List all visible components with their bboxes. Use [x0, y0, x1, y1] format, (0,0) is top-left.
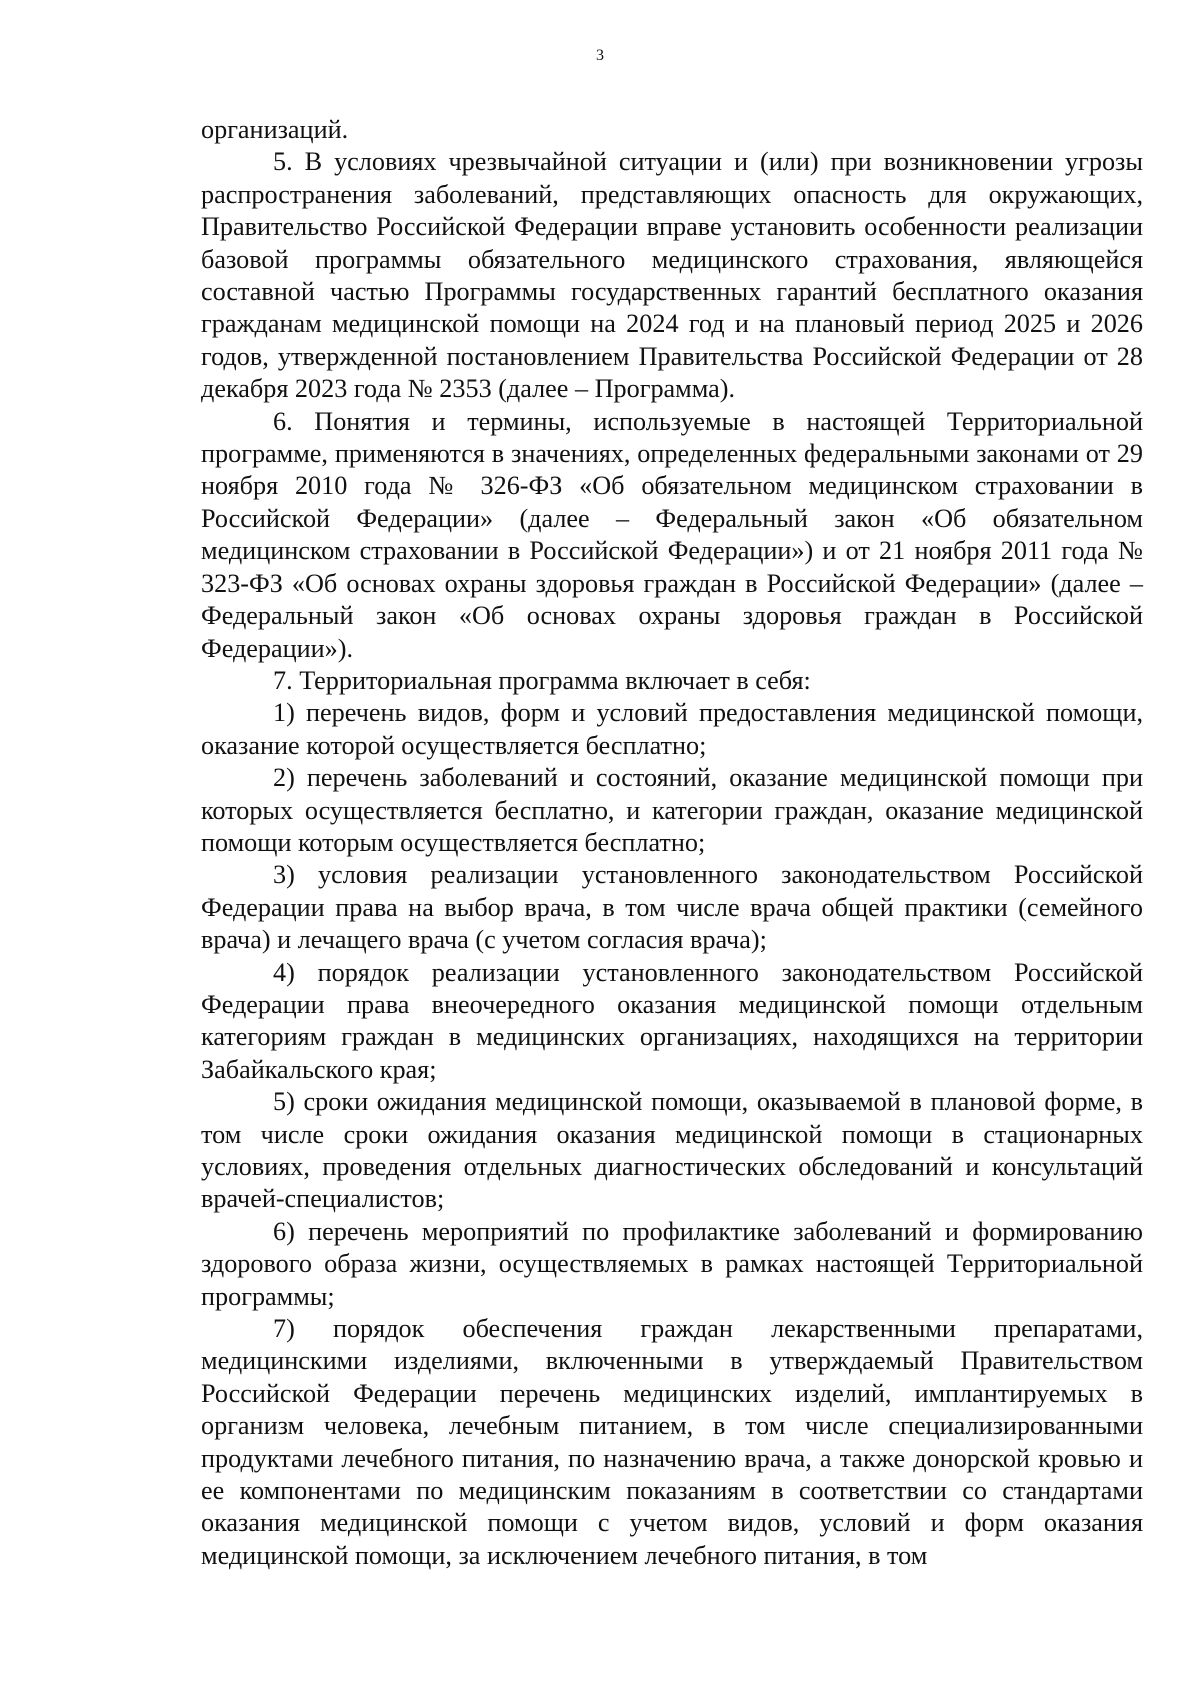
- list-item-7: 7) порядок обеспечения граждан лекарственными препаратами, медицинскими изделиями, включенными в утверждаемый Правительством Российской Федерации перечень медицинских изделий, имплантируемых в организм человека, лечебным питанием, в том числе специализированными продуктами лечебного питания, по назначению врача, а также донорской кровью и ее компонентами по медицинским показаниям в соответствии со стандартами оказания медицинской помощи с учетом видов, условий и форм оказания медицинской помощи, за исключением лечебного питания, в том: [201, 1314, 1143, 1570]
- list-item-1: 1) перечень видов, форм и условий предоставления медицинской помощи, оказание которой осуществляется бесплатно;: [201, 698, 1143, 760]
- list-item-5: 5) сроки ожидания медицинской помощи, оказываемой в плановой форме, в том числе сроки ожидания оказания медицинской помощи в стационарных условиях, проведения отдельных диагностических обследований и консультаций врачей-специалистов;: [201, 1087, 1143, 1214]
- list-item-6: 6) перечень мероприятий по профилактике заболеваний и формированию здорового образа жизни, осуществляемых в рамках настоящей Территориальной программы;: [201, 1216, 1143, 1311]
- list-item-2: 2) перечень заболеваний и состояний, оказание медицинской помощи при которых осуществляется бесплатно, и категории граждан, оказание медицинской помощи которым осуществляется бесплатно;: [201, 763, 1143, 857]
- paragraph-item-7: 7. Территориальная программа включает в себя:: [273, 665, 811, 695]
- paragraph-item-6: 6. Понятия и термины, используемые в настоящей Территориальной программе, применяются в значениях, определенных федеральными законами от 29 ноября 2010 года № 326-ФЗ «Об обязательном медицинском страховании в Российской Федерации» (далее – Федеральный закон «Об обязательном медицинском страховании в Российской Федерации») и от 21 ноября 2011 года № 323-ФЗ «Об основах охраны здоровья граждан в Российской Федерации» (далее – Федеральный закон «Об основах охраны здоровья граждан в Российской Федерации»).: [201, 406, 1143, 663]
- paragraph-continuation: организаций.: [201, 115, 349, 144]
- list-item-4: 4) порядок реализации установленного законодательством Российской Федерации права внеочередного оказания медицинской помощи отдельным категориям граждан в медицинских организациях, находящихся на территории Забайкальского края;: [201, 957, 1143, 1084]
- document-body: [201, 114, 1143, 1572]
- paragraph-item-5: 5. В условиях чрезвычайной ситуации и (или) при возникновении угрозы распространения заболеваний, представляющих опасность для окружающих, Правительство Российской Федерации вправе установить особенности реализации базовой программы обязательного медицинского страхования, являющейся составной частью Программы государственных гарантий бесплатного оказания гражданам медицинской помощи на 2024 год и на плановый период 2025 и 2026 годов, утвержденной постановлением Правительства Российской Федерации от 28 декабря 2023 года № 2353 (далее – Программа).: [201, 147, 1143, 404]
- list-item-3: 3) условия реализации установленного законодательством Российской Федерации права на выбор врача, в том числе врача общей практики (семейного врача) и лечащего врача (с учетом согласия врача);: [201, 860, 1143, 955]
- page-number: 3: [596, 47, 604, 64]
